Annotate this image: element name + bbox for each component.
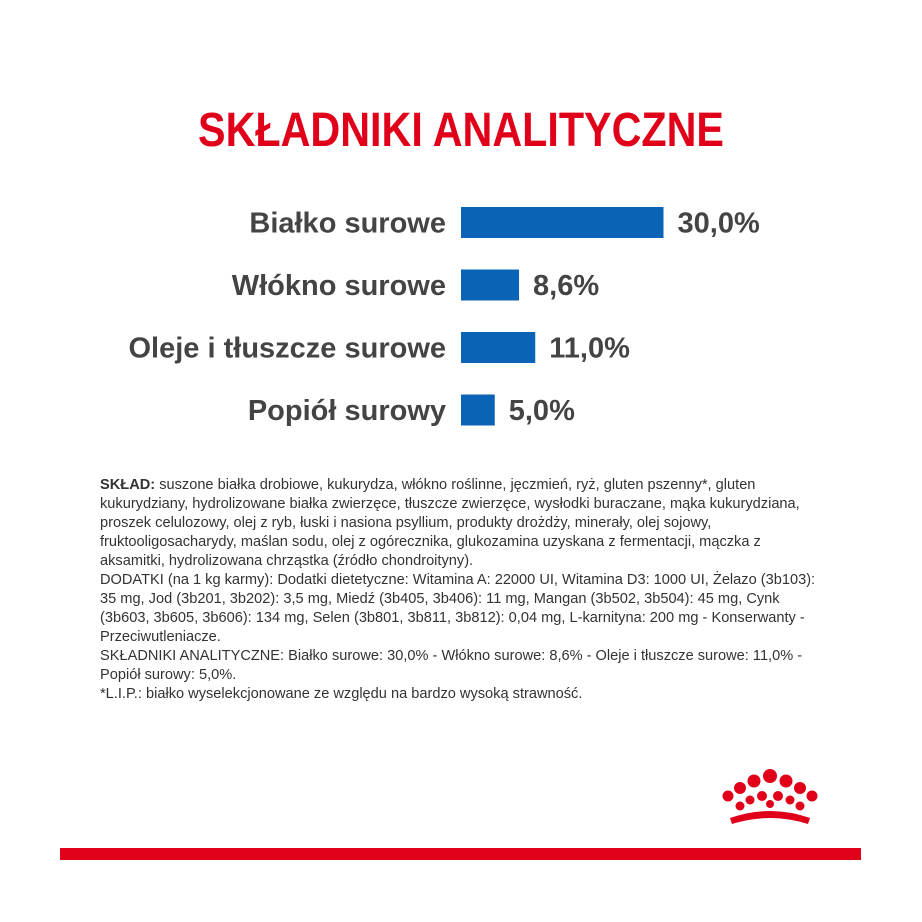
category-label: Włókno surowe [231, 270, 446, 302]
category-label: Białko surowe [249, 207, 446, 240]
category-label: Popiół surowy [247, 395, 446, 427]
composition-paragraph [100, 476, 820, 571]
page-title: SKŁADNIKI ANALITYCZNE [198, 104, 724, 157]
value-label: 11,0% [549, 332, 630, 365]
bar-1 [461, 207, 664, 238]
analytical-paragraph: SKŁADNIKI ANALITYCZNE: Białko surowe: 30,0% - Włókno surowe: 8,6% - Oleje i tłuszcze surowe: 11,0% - Popiół surowy: 5,0%. [100, 648, 803, 683]
bar-4 [461, 395, 495, 426]
bar-2 [461, 270, 519, 301]
composition-block [100, 476, 820, 704]
footnote-paragraph: *L.I.P.: białko wyselekcjonowane ze względu na bardzo wysoką strawność. [100, 686, 583, 702]
bar-chart [0, 190, 922, 450]
composition-text: suszone białka drobiowe, kukurydza, włókno roślinne, jęczmień, ryż, gluten pszenny*, gluten kukurydziany, hydrolizowane białka zwierzęce, tłuszcze zwierzęce, wysłodki buraczane, mąka kukurydziana, proszek celulozowy, olej z ryb, łuski i nasiona psyllium, produkty drożdży, minerały, olej sojowy, fruktooligosacharydy, maślan sodu, olej z ogórecznika, glukozamina uzyskana z fermentacji, mączka z aksamitki, hydrolizowana chrząstka (źródło chondroityny). [100, 477, 800, 569]
value-label: 5,0% [508, 395, 575, 427]
value-label: 8,6% [533, 270, 600, 302]
value-label: 30,0% [677, 207, 760, 240]
bar-3 [461, 332, 535, 363]
additives-paragraph: DODATKI (na 1 kg karmy): Dodatki dietetyczne: Witamina A: 22000 UI, Witamina D3: 1000 UI, Żelazo (3b103): 35 mg, Jod (3b201, 3b202): 3,5 mg, Miedź (3b405, 3b406): 11 mg, Mangan (3b502, 3b504): 45 mg, Cynk (3b603, 3b605, 3b606): 134 mg, Selen (3b801, 3b811, 3b812): 0,04 mg, L-karnityna: 200 mg - Konserwanty - Przeciwutleniacze. [100, 572, 816, 645]
category-label: Oleje i tłuszcze surowe [128, 332, 446, 365]
composition-lead: SKŁAD: [100, 477, 156, 493]
royal-crown-icon [716, 768, 824, 832]
bottom-red-bar [60, 848, 861, 860]
